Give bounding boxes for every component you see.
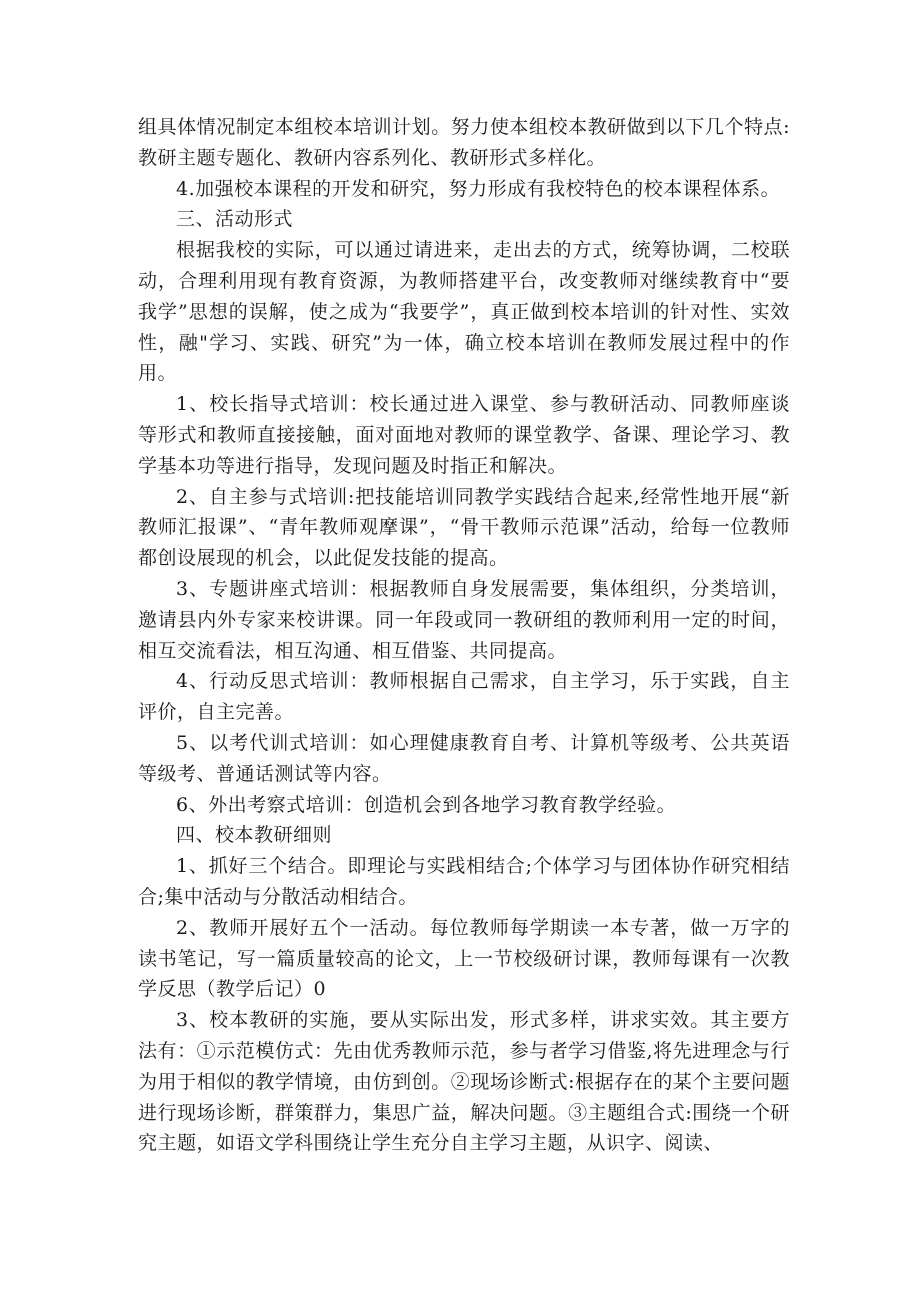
paragraph: 2、自主参与式培训:把技能培训同教学实践结合起来,经常性地开展“新教师汇报课”、“青年教师观摩课”，“骨干教师示范课”活动，给每一位教师都创设展现的机会，以此促发技能的提高。 [138,485,790,570]
paragraph: 4、行动反思式培训：教师根据自己需求，自主学习，乐于实践，自主评价，自主完善。 [138,670,790,724]
paragraph: 6、外出考察式培训：创造机会到各地学习教育教学经验。 [176,793,677,816]
document-body [138,112,790,1159]
paragraph: 3、校本教研的实施，要从实际出发，形式多样，讲求实效。其主要方法有：①示范模仿式：先由优秀教师示范，参与者学习借鉴,将先进理念与行为用于相似的教学情境，由仿到创。②现场诊断式:根据存在的某个主要问题进行现场诊断，群策群力，集思广益，解决问题。③主题组合式:围绕一个研究主题，如语文学科围绕让学生充分自主学习主题，从识字、阅读、 [138,1009,790,1155]
paragraph: 根据我校的实际，可以通过请进来，走出去的方式，统筹协调，二校联动，合理利用现有教育资源，为教师搭建平台，改变教师对继续教育中“要我学”思想的误解，使之成为“我要学”，真正做到校本培训的针对性、实效性，融"学习、实践、研究”为一体，确立校本培训在教师发展过程中的作用。 [138,239,790,385]
paragraph: 2、教师开展好五个一活动。每位教师每学期读一本专著，做一万字的读书笔记，写一篇质量较高的论文，上一节校级研讨课，教师每课有一次教学反思（教学后记）0 [138,916,790,1001]
paragraph: 1、校长指导式培训：校长通过进入课堂、参与教研活动、同教师座谈等形式和教师直接接触，面对面地对教师的课堂教学、备课、理论学习、教学基本功等进行指导，发现问题及时指正和解决。 [138,393,790,477]
section-heading: 三、活动形式 [176,208,294,231]
paragraph: 4.加强校本课程的开发和研究，努力形成有我校特色的校本课程体系。 [176,177,781,200]
paragraph: 1、抓好三个结合。即理论与实践相结合;个体学习与团体协作研究相结合;集中活动与分散活动相结合。 [138,855,790,908]
section-heading: 四、校本教研细则 [176,824,333,847]
paragraph: 3、专题讲座式培训：根据教师自身发展需要，集体组织，分类培训，邀请县内外专家来校讲课。同一年段或同一教研组的教师利用一定的时间，相互交流看法，相互沟通、相互借鉴、共同提高。 [138,577,790,662]
paragraph: 5、以考代训式培训：如心理健康教育自考、计算机等级考、公共英语等级考、普通话测试等内容。 [138,731,790,785]
paragraph: 组具体情况制定本组校本培训计划。努力使本组校本教研做到以下几个特点:教研主题专题化、教研内容系列化、教研形式多样化。 [138,116,790,169]
